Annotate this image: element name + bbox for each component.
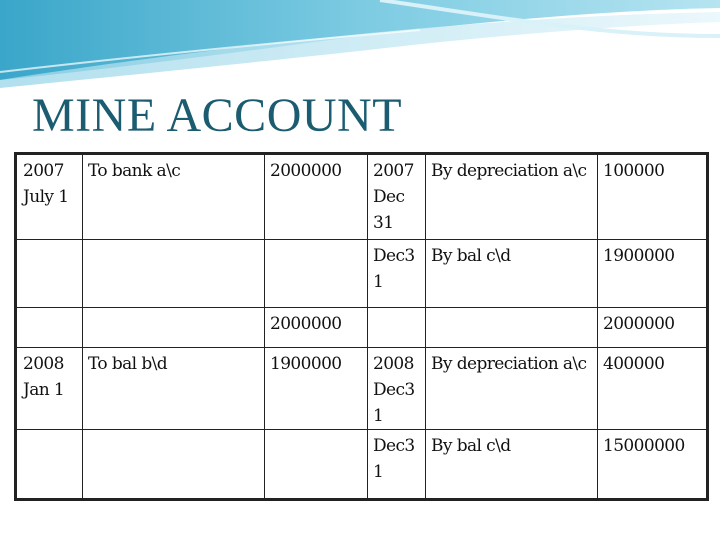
debit-amount-cell [265,240,368,308]
credit-amount-cell: 100000 [598,154,708,240]
debit-amount-cell [265,430,368,500]
debit-particulars-cell [83,430,265,500]
credit-particulars-cell: By bal c\d [426,240,598,308]
debit-amount-cell: 1900000 [265,348,368,430]
credit-particulars-cell: By bal c\d [426,430,598,500]
debit-particulars-cell: To bal b\d [83,348,265,430]
debit-amount-cell: 2000000 [265,154,368,240]
credit-date-cell: Dec3 1 [368,240,426,308]
decorative-wave-banner [0,0,720,90]
table-row [16,240,708,308]
credit-date-cell [368,308,426,348]
credit-total-cell: 2000000 [598,308,708,348]
debit-particulars-cell [83,308,265,348]
debit-date-cell [16,308,83,348]
table-row [16,154,708,240]
credit-particulars-cell: By depreciation a\c [426,154,598,240]
debit-date-cell: 2007 July 1 [16,154,83,240]
debit-date-cell: 2008 Jan 1 [16,348,83,430]
table-row [16,430,708,500]
debit-date-cell [16,240,83,308]
credit-date-cell: Dec3 1 [368,430,426,500]
debit-date-cell [16,430,83,500]
credit-date-cell: 2008 Dec3 1 [368,348,426,430]
credit-particulars-cell: By depreciation a\c [426,348,598,430]
credit-amount-cell: 1900000 [598,240,708,308]
page-title: MINE ACCOUNT [32,89,403,142]
credit-amount-cell: 400000 [598,348,708,430]
credit-date-cell: 2007 Dec 31 [368,154,426,240]
debit-particulars-cell: To bank a\c [83,154,265,240]
ledger-table [14,152,709,501]
debit-particulars-cell [83,240,265,308]
credit-amount-cell: 15000000 [598,430,708,500]
table-row [16,348,708,430]
table-row [16,308,708,348]
credit-particulars-cell [426,308,598,348]
debit-total-cell: 2000000 [265,308,368,348]
